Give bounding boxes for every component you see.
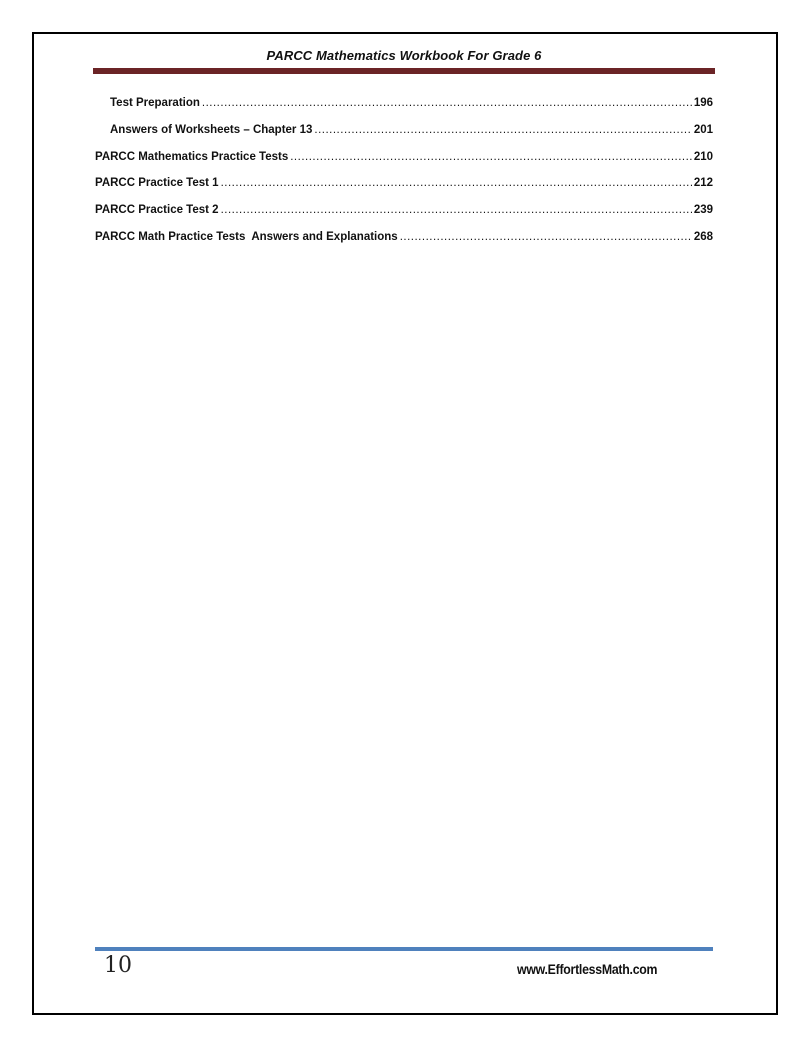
toc-entry-practice-test-2[interactable] xyxy=(95,201,713,228)
toc-entry-page: 210 xyxy=(693,150,713,163)
toc-entry-label: Answers of Worksheets – Chapter 13 xyxy=(110,123,313,136)
toc-entry-label: PARCC Practice Test 2 xyxy=(95,204,219,217)
toc-entry-practice-tests[interactable] xyxy=(95,148,713,175)
toc-entry-answers-chapter-13[interactable] xyxy=(95,121,713,148)
page-number: 10 xyxy=(104,953,132,978)
running-header-title: PARCC Mathematics Workbook For Grade 6 xyxy=(266,48,542,63)
toc-entry-page: 239 xyxy=(693,204,713,217)
toc-dot-leader xyxy=(400,228,692,246)
footer-rule xyxy=(95,947,713,951)
toc-dot-leader xyxy=(221,201,692,219)
header-rule xyxy=(93,68,715,74)
toc-dot-leader xyxy=(314,121,691,139)
toc-entry-page: 196 xyxy=(693,97,713,109)
toc-entry-page: 268 xyxy=(693,230,713,243)
toc-entry-page: 201 xyxy=(693,123,713,136)
toc-entry-label: PARCC Mathematics Practice Tests xyxy=(95,150,289,163)
toc-dot-leader xyxy=(290,148,692,166)
toc-entry-test-preparation[interactable] xyxy=(95,94,713,121)
toc-entry-label: Test Preparation xyxy=(110,97,200,109)
table-of-contents xyxy=(95,94,713,255)
toc-entry-answers-explanations[interactable] xyxy=(95,228,713,255)
website-url: www.EffortlessMath.com xyxy=(517,961,658,977)
toc-entry-label: PARCC Practice Test 1 xyxy=(95,177,219,190)
toc-dot-leader xyxy=(202,94,692,112)
toc-dot-leader xyxy=(221,174,692,192)
toc-entry-label: PARCC Math Practice Tests Answers and Explanations xyxy=(95,230,398,243)
toc-entry-practice-test-1[interactable] xyxy=(95,174,713,201)
toc-entry-page: 212 xyxy=(693,177,713,190)
